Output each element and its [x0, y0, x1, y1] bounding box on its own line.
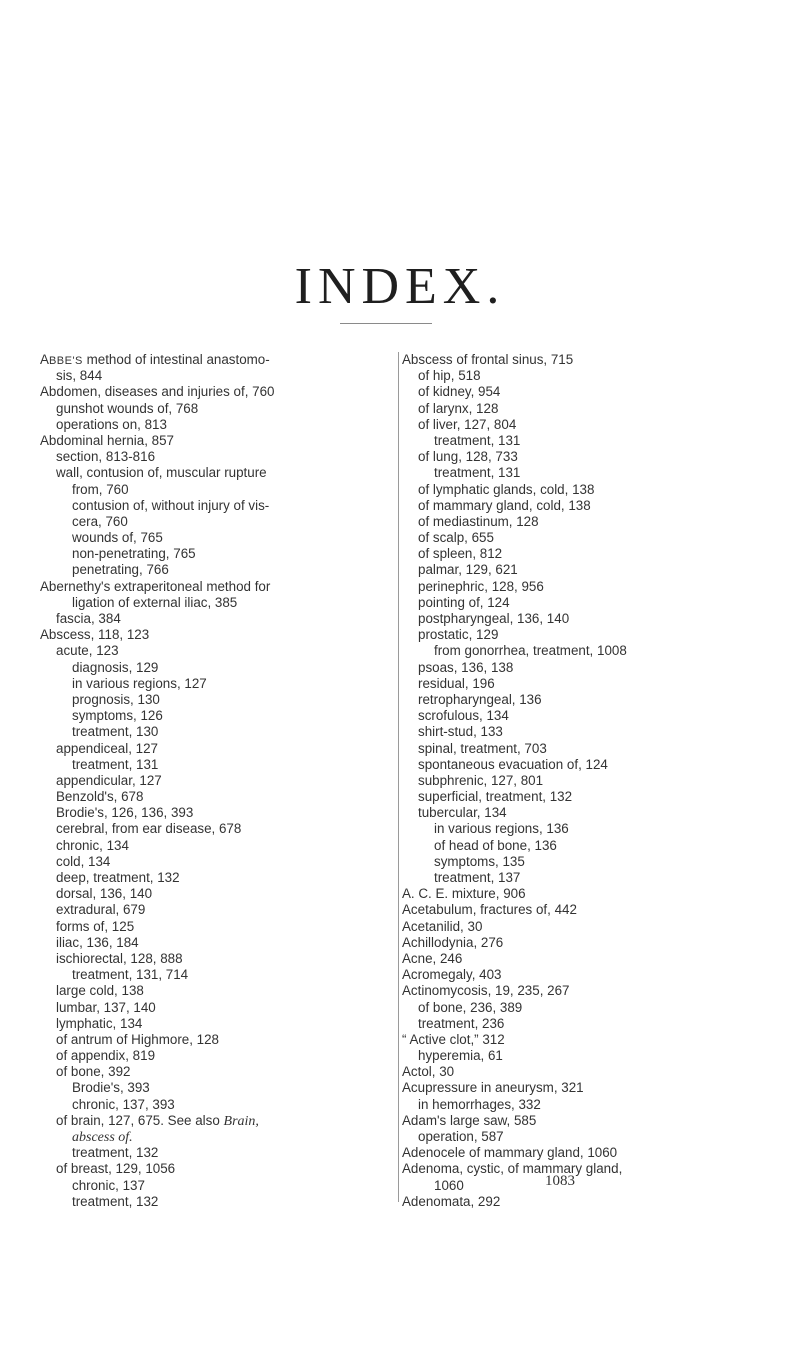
index-entry — [402, 579, 772, 595]
index-entry — [402, 886, 772, 902]
index-entry-text: forms of, 125 — [56, 918, 135, 934]
index-entry-text: treatment, 131, 714 — [72, 967, 189, 983]
index-entry — [40, 579, 396, 595]
index-entry-text: of breast, 129, 1056 — [56, 1161, 176, 1177]
index-entry-text: non-penetrating, 765 — [72, 546, 196, 562]
index-entry-text: fascia, 384 — [56, 611, 121, 626]
index-entry — [402, 530, 772, 546]
index-entry-text: treatment, 131 — [434, 432, 521, 448]
index-entry-text: Abdomen, diseases and injuries of, 760 — [40, 384, 275, 400]
index-entry-text: psoas, 136, 138 — [418, 659, 514, 675]
index-entry-text: Acne, 246 — [402, 950, 463, 966]
index-entry — [40, 611, 396, 627]
index-entry — [40, 595, 396, 611]
index-entry — [40, 1161, 396, 1177]
index-entry-text: chronic, 137 — [72, 1177, 145, 1193]
index-entry-text: residual, 196 — [418, 675, 495, 691]
index-entry — [40, 757, 396, 773]
index-entry — [40, 773, 396, 789]
index-entry — [40, 1000, 396, 1016]
index-entry-text: of head of bone, 136 — [434, 837, 557, 853]
index-entry — [40, 935, 396, 951]
index-entry — [40, 643, 396, 659]
index-entry-text: abscess of. — [72, 1130, 133, 1145]
index-entry-text: “ Active clot,” 312 — [402, 1031, 505, 1047]
index-entry-text: in various regions, 127 — [72, 675, 207, 691]
index-entry — [402, 676, 772, 692]
index-entry — [402, 724, 772, 740]
index-entry — [40, 1032, 396, 1048]
index-entry-text: 1060 — [434, 1177, 464, 1193]
index-entry — [402, 741, 772, 757]
index-entry — [40, 368, 396, 384]
title-rule — [340, 323, 432, 324]
index-entry — [40, 433, 396, 449]
index-entry — [402, 595, 772, 611]
index-entry-text: of liver, 127, 804 — [418, 416, 517, 432]
index-entry — [40, 789, 396, 805]
index-entry-text: sis, 844 — [56, 368, 103, 384]
index-entry-text: Abernethy's extraperitoneal method for — [40, 578, 271, 594]
index-entry-text: operation, 587 — [418, 1129, 504, 1144]
index-entry-text: Acromegaly, 403 — [402, 967, 502, 983]
index-entry — [402, 514, 772, 530]
index-entry — [40, 1145, 396, 1161]
index-entry-text: Brodie's, 393 — [72, 1080, 150, 1096]
index-entry — [40, 805, 396, 821]
index-entry-text: lumbar, 137, 140 — [56, 999, 156, 1015]
index-entry — [402, 692, 772, 708]
index-entry — [40, 902, 396, 918]
index-entry-text: large cold, 138 — [56, 983, 144, 999]
index-entry-text: chronic, 134 — [56, 837, 129, 853]
index-entry-text: ligation of external iliac, 385 — [72, 594, 238, 610]
column-divider — [398, 352, 399, 1202]
index-entry-text: chronic, 137, 393 — [72, 1096, 175, 1112]
index-entry — [402, 902, 772, 918]
index-entry-text: iliac, 136, 184 — [56, 934, 139, 950]
index-entry — [402, 1016, 772, 1032]
index-entry — [402, 1032, 772, 1048]
index-entry — [40, 498, 396, 514]
index-entry — [402, 838, 772, 854]
index-entry — [40, 1080, 396, 1096]
index-entry — [40, 708, 396, 724]
index-entry-text: retropharyngeal, 136 — [418, 691, 542, 707]
index-entry-text: of lymphatic glands, cold, 138 — [418, 481, 595, 497]
index-entry — [402, 805, 772, 821]
index-entry-text: of spleen, 812 — [418, 546, 503, 562]
index-entry — [402, 368, 772, 384]
index-entry-text: extradural, 679 — [56, 902, 146, 918]
index-entry — [402, 1178, 772, 1194]
index-entry — [402, 983, 772, 999]
index-entry — [402, 417, 772, 433]
index-entry — [402, 1000, 772, 1016]
index-entry — [402, 546, 772, 562]
index-entry-text: of mammary gland, cold, 138 — [418, 497, 591, 513]
index-entry — [402, 708, 772, 724]
index-entry — [40, 1113, 396, 1129]
index-entry-text: Brodie's, 126, 136, 393 — [56, 805, 194, 821]
index-entry-text: Acupressure in aneurysm, 321 — [402, 1080, 584, 1096]
index-entry-text: postpharyngeal, 136, 140 — [418, 611, 570, 626]
index-entry-text: method of intestinal anastomo- — [82, 352, 270, 367]
index-entry — [40, 983, 396, 999]
index-entry — [40, 1016, 396, 1032]
index-entry — [402, 352, 772, 368]
index-entry-text: tubercular, 134 — [418, 805, 507, 821]
index-entry — [40, 352, 396, 368]
index-entry — [40, 692, 396, 708]
index-entry — [40, 449, 396, 465]
index-entry — [40, 886, 396, 902]
index-entry — [40, 741, 396, 757]
index-entry — [402, 1145, 772, 1161]
index-entry-text: of kidney, 954 — [418, 384, 501, 400]
index-entry — [40, 838, 396, 854]
index-entry — [402, 1194, 772, 1210]
index-entry-text: prognosis, 130 — [72, 691, 160, 707]
index-entry-text: from gonorrhea, treatment, 1008 — [434, 643, 627, 659]
index-entry — [402, 643, 772, 659]
page-number: 1083 — [545, 1173, 575, 1189]
index-entry-text: Actinomycosis, 19, 235, 267 — [402, 983, 570, 999]
index-entry — [40, 854, 396, 870]
index-entry-text: appendiceal, 127 — [56, 740, 159, 756]
index-entry-text: diagnosis, 129 — [72, 659, 159, 675]
index-entry — [40, 870, 396, 886]
index-entry-text: contusion of, without injury of vis- — [72, 497, 270, 513]
index-entry — [40, 1097, 396, 1113]
index-entry — [40, 465, 396, 481]
index-entry — [40, 530, 396, 546]
index-entry-text: scrofulous, 134 — [418, 708, 509, 724]
index-entry-text: lymphatic, 134 — [56, 1015, 143, 1031]
index-entry-text: of hip, 518 — [418, 368, 481, 384]
index-entry-text: ischiorectal, 128, 888 — [56, 950, 183, 966]
index-entry — [402, 562, 772, 578]
index-entry — [402, 789, 772, 805]
index-entry-text: superficial, treatment, 132 — [418, 789, 573, 805]
index-entry-text: of lung, 128, 733 — [418, 449, 518, 465]
index-entry-text: of brain, 127, 675. See also — [56, 1112, 224, 1128]
index-entry — [402, 465, 772, 481]
index-entry — [40, 401, 396, 417]
index-entry-text: treatment, 130 — [72, 724, 159, 740]
index-entry — [40, 482, 396, 498]
index-entry — [40, 660, 396, 676]
index-entry-text: A. C. E. mixture, 906 — [402, 886, 526, 902]
index-entry — [402, 1129, 772, 1145]
index-entry-text: hyperemia, 61 — [418, 1048, 503, 1064]
index-entry-text: palmar, 129, 621 — [418, 562, 518, 578]
index-entry-text: operations on, 813 — [56, 416, 167, 432]
index-entry — [40, 919, 396, 935]
index-entry-text: Abdominal hernia, 857 — [40, 432, 174, 448]
index-entry-text: A — [40, 352, 49, 367]
index-entry-text: in hemorrhages, 332 — [418, 1096, 541, 1112]
index-entry-text: wounds of, 765 — [72, 530, 163, 546]
index-entry-text: dorsal, 136, 140 — [56, 886, 153, 902]
index-column-right — [402, 352, 772, 1210]
index-entry — [402, 935, 772, 951]
index-entry-text: in various regions, 136 — [434, 821, 569, 837]
index-entry-text: Adam's large saw, 585 — [402, 1112, 537, 1128]
index-entry-text: Achillodynia, 276 — [402, 934, 504, 950]
index-entry — [402, 951, 772, 967]
index-entry-text: of mediastinum, 128 — [418, 513, 539, 529]
index-entry — [40, 967, 396, 983]
index-entry — [40, 821, 396, 837]
index-entry-text: Benzold's, 678 — [56, 789, 144, 805]
index-entry-text: spontaneous evacuation of, 124 — [418, 756, 608, 772]
index-entry-text: appendicular, 127 — [56, 772, 162, 788]
index-entry-text: treatment, 131 — [72, 756, 159, 772]
index-entry-text: penetrating, 766 — [72, 562, 169, 578]
index-entry-text: Acetanilid, 30 — [402, 918, 483, 934]
index-entry-text: Abscess of frontal sinus, 715 — [402, 352, 574, 367]
index-entry-text: from, 760 — [72, 481, 129, 497]
index-entry-text: Brain, — [223, 1113, 259, 1129]
index-entry — [40, 1048, 396, 1064]
index-entry-text: treatment, 137 — [434, 870, 521, 885]
index-entry — [402, 1064, 772, 1080]
index-entry-text: of bone, 392 — [56, 1064, 131, 1080]
index-entry-text: treatment, 131 — [434, 465, 521, 481]
index-entry — [402, 498, 772, 514]
index-entry — [402, 967, 772, 983]
index-entry-text: spinal, treatment, 703 — [418, 740, 547, 756]
index-entry-text: Abscess, 118, 123 — [40, 627, 150, 643]
index-entry — [402, 1080, 772, 1096]
index-entry — [402, 1161, 772, 1177]
index-entry-text: cold, 134 — [56, 853, 111, 869]
index-entry — [40, 417, 396, 433]
index-entry-text: BBE'S — [48, 355, 83, 367]
index-entry — [402, 773, 772, 789]
index-entry-text: shirt-stud, 133 — [418, 724, 503, 740]
index-entry-text: Adenocele of mammary gland, 1060 — [402, 1145, 618, 1161]
index-entry — [402, 854, 772, 870]
index-entry — [402, 1048, 772, 1064]
index-entry — [40, 676, 396, 692]
index-entry-text: gunshot wounds of, 768 — [56, 400, 199, 416]
index-entry — [402, 1097, 772, 1113]
index-entry-text: of bone, 236, 389 — [418, 999, 523, 1015]
page-title: INDEX. — [294, 258, 506, 315]
index-entry — [402, 627, 772, 643]
index-entry-text: acute, 123 — [56, 643, 119, 659]
index-entry — [40, 1129, 396, 1145]
index-entry — [40, 1064, 396, 1080]
index-entry-text: of appendix, 819 — [56, 1048, 156, 1064]
index-entry-text: wall, contusion of, muscular rupture — [56, 465, 267, 481]
index-entry-text: cera, 760 — [72, 513, 128, 529]
index-entry-text: of scalp, 655 — [418, 530, 494, 546]
index-entry — [402, 1113, 772, 1129]
index-entry-text: treatment, 236 — [418, 1015, 505, 1031]
index-entry-text: symptoms, 135 — [434, 853, 525, 869]
index-entry — [402, 401, 772, 417]
index-entry-text: treatment, 132 — [72, 1193, 159, 1209]
index-entry-text: perinephric, 128, 956 — [418, 578, 544, 594]
index-entry — [402, 660, 772, 676]
index-entry — [402, 482, 772, 498]
index-entry-text: Actol, 30 — [402, 1064, 455, 1080]
index-entry-text: prostatic, 129 — [418, 627, 499, 643]
index-entry-text: Adenomata, 292 — [402, 1193, 501, 1209]
index-entry — [402, 384, 772, 400]
index-entry-text: of larynx, 128 — [418, 400, 499, 416]
index-entry-text: of antrum of Highmore, 128 — [56, 1031, 220, 1047]
index-entry-text: deep, treatment, 132 — [56, 870, 180, 885]
index-entry — [402, 757, 772, 773]
index-entry — [402, 870, 772, 886]
index-entry — [40, 514, 396, 530]
index-entry — [402, 449, 772, 465]
index-entry-text: Acetabulum, fractures of, 442 — [402, 902, 577, 918]
index-entry — [40, 724, 396, 740]
index-entry — [40, 1178, 396, 1194]
index-entry-text: symptoms, 126 — [72, 708, 163, 724]
index-entry — [402, 919, 772, 935]
index-entry — [40, 546, 396, 562]
index-entry — [40, 384, 396, 400]
index-entry-text: cerebral, from ear disease, 678 — [56, 821, 242, 837]
index-entry-text: pointing of, 124 — [418, 594, 510, 610]
index-entry — [402, 821, 772, 837]
index-entry — [40, 951, 396, 967]
index-entry — [40, 627, 396, 643]
index-entry-text: treatment, 132 — [72, 1145, 159, 1161]
index-entry — [40, 562, 396, 578]
index-entry-text: Adenoma, cystic, of mammary gland, — [402, 1161, 623, 1177]
index-entry-text: subphrenic, 127, 801 — [418, 772, 544, 788]
index-entry — [402, 611, 772, 627]
index-entry — [402, 433, 772, 449]
index-column-left — [40, 352, 396, 1210]
index-entry-text: section, 813-816 — [56, 449, 156, 465]
index-entry — [40, 1194, 396, 1210]
